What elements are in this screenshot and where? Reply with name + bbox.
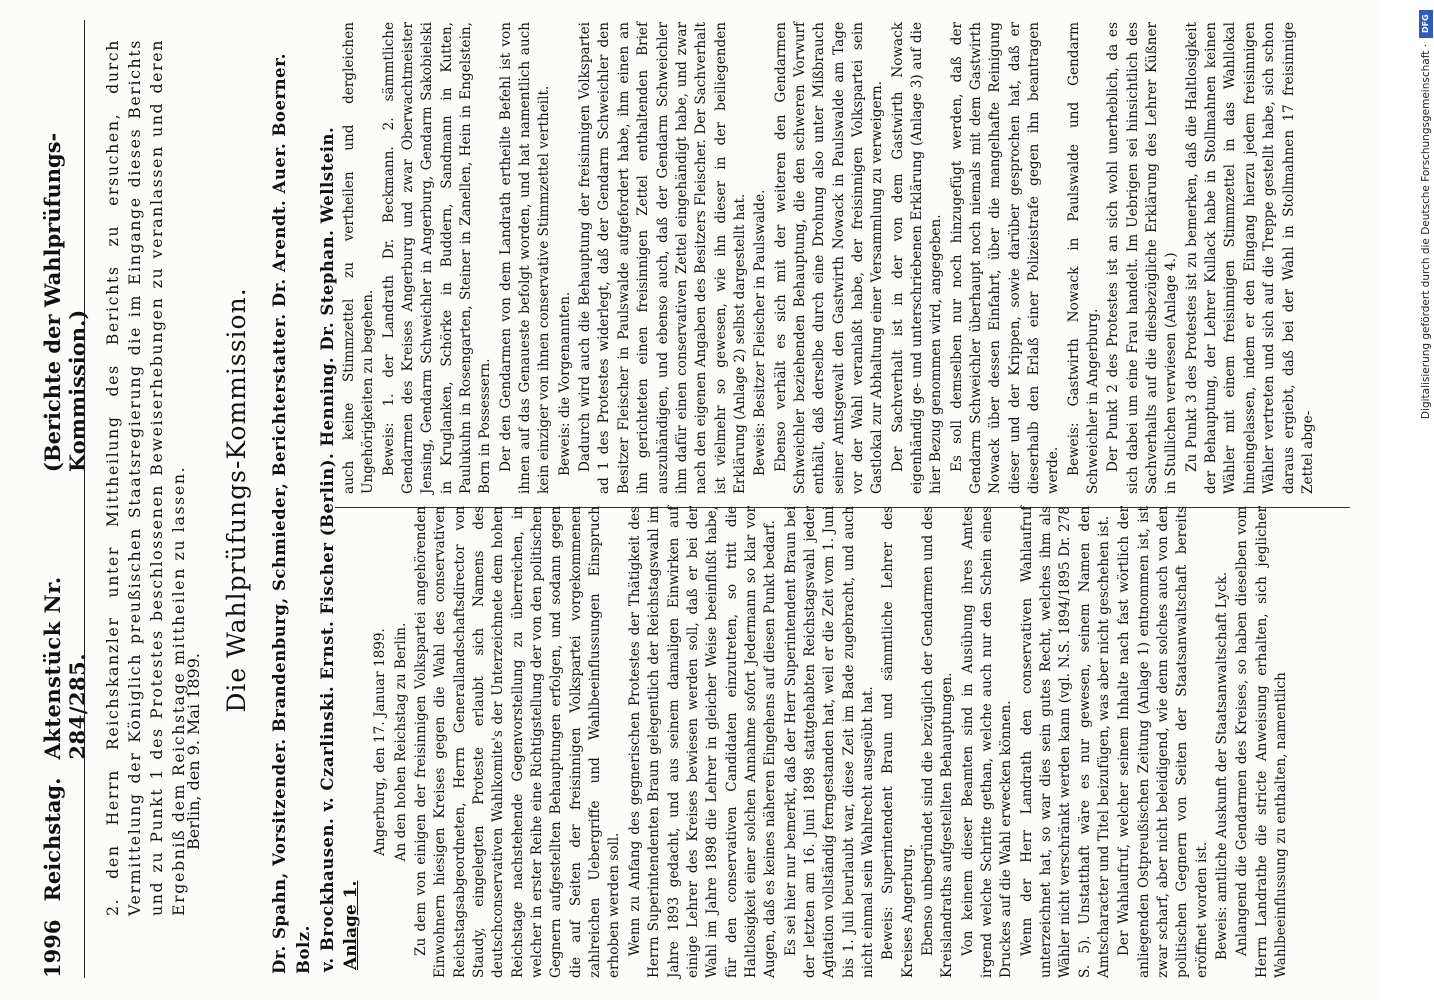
beweis-line: Beweis: die Vorgenannten. bbox=[556, 291, 573, 476]
series-title: (Berichte der Wahlprüfungs-Kommission.) bbox=[40, 132, 90, 473]
anlage-heading: Anlage 1. bbox=[341, 880, 361, 970]
paragraph: Der Sachverhalt ist in der von dem Gastwirth Nowack eigenhändig ge- und unterschriebenen Erklärung (Anlage 3) auf die hier Bezug genommen wird, angegeben. bbox=[889, 22, 945, 494]
place-date: Angerburg, den 17. Januar 1899. bbox=[372, 628, 389, 856]
paragraph: Wenn zu Anfang des gegnerischen Protestes der Thätigkeit des Herrn Superintendenten Braun gelegentlich der Reichstagswahl im Jahre 1893 gedacht, und aus seinem damaligen Einwirken auf einige Lehrer des Kreises bewiesen werden soll, daß er bei der Wahl im Jahre 1898 die Lehrer in gleicher Weise beeinflußt habe, für den conservativen Candidaten einzutreten, so tritt die Haltlosigkeit einer solchen Annahme sofort Jedermann so klar vor Augen, daß es keines näheren Eingehens auf diesen Punkt bedarf. bbox=[626, 506, 779, 978]
members-block bbox=[268, 24, 340, 974]
paragraph: Wenn der Herr Landrath den conservativen Wahlaufruf unterzeichnet hat, so war dies sein gutes Recht, welches ihm als Wähler nicht verschränkt werden kann (vgl. N.S. 1894/1895 Dr. 278 S. 5). Unstatthaft wäre es nur gewesen, seinem Namen den Amtscharacter und Titel beizufügen, was aber nicht geschehen ist. bbox=[1018, 506, 1113, 978]
salutation: An den hohen Reichstag zu Berlin. bbox=[392, 622, 409, 862]
paragraph: Zu Punkt 3 des Protestes ist zu bemerken, daß die Haltlosigkeit der Behauptung, der Lehrer Kullack habe in Stollmahnen keinen Wähler mit einem freisinnigen Stimmzettel in das Wahllokal hineingelassen, indem er den Eingang hierzu jedem freisinnigen Wähler vertreten und sich auf die Treppe gestellt habe, sich schon daraus ergiebt, daß bei der Wahl in Stollmahnen 17 freisinnige Zettel abge- bbox=[1183, 22, 1316, 494]
paragraph: Ebenso verhält es sich mit der weiteren den Gendarmen Schweichler beziehenden Behauptung, die den schweren Vorwurf enthält, daß derselbe durch eine Drohung also unter Mißbrauch seiner Amtsgewalt den Gastwirth Nowack in Paulswalde am Tage vor der Wahl veranlaßt habe, der freisinnigen Volkspartei sein Gastlokal zur Abhaltung einer Versammlung zu verweigern. bbox=[772, 22, 886, 494]
digitization-note bbox=[1418, 8, 1434, 992]
members-line-2: v. Brockhausen. v. Czarlinski. Ernst. Fischer (Berlin). Henning. Dr. Stephan. Wellstein. bbox=[318, 126, 337, 972]
members-line-1: Dr. Spahn, Vorsitzender. Brandenburg, Schmieder, Berichterstatter. Dr. Arendt. Auer. Boerner. Bolz. bbox=[270, 52, 313, 974]
paragraph: Dadurch wird auch die Behauptung der freisinnigen Volkspartei ad 1 des Protestes widerlegt, daß der Gendarm Schweichler den Besitzer Fleischer in Paulswalde aufgefordert habe, ihm einen an ihn gerichteten einen freisinnigen Zettel enthaltenden Brief auszuhändigen, und ebenso auch, daß der Gendarm Schweichler ihm dafür einen conservativen Zettel eingehändigt habe, und zwar nach den eigenen Angaben des Besitzers Fleischer. Der Sachverhalt ist vielmehr so gewesen, wie ihn dieser in der beiliegenden Erklärung (Anlage 2) selbst dargestellt hat. bbox=[577, 22, 748, 494]
date-line: Berlin, den 9. Mai 1899. bbox=[184, 653, 203, 850]
beweis-line: Beweis: amtliche Auskunft der Staatsanwaltschaft Lyck. bbox=[1214, 571, 1231, 960]
dfg-logo: DFG bbox=[1419, 10, 1433, 38]
paragraph: auch keine Stimmzettel zu vertheilen und dergleichen Ungehörigkeiten zu begehen. bbox=[341, 22, 377, 494]
paragraph: Der Punkt 2 des Protestes ist an sich wohl unerheblich, da es sich dabei um eine Frau handelt. Im Uebrigen sei hinsichtlich des Sachverhalts auf die diesbezügliche Erklärung des Lehrer Küßner in Stullichen verwiesen (Anlage 4.) bbox=[1105, 22, 1180, 494]
intro-item-text: 2. den Herrn Reichskanzler unter Mittheilung des Berichts zu ersuchen, durch Vermittelung der Königlich preußischen Staatsregierung die im Eingange dieses Berichts und zu Punkt 1 des Protestes beschlossenen Beweiserhebungen zu veranlassen und deren Ergebniß dem Reichstage mittheilen zu lassen. bbox=[103, 39, 188, 916]
beweis-line: Beweis: Besitzer Fleischer in Paulswalde. bbox=[752, 189, 769, 476]
paragraph: Der Wahlaufruf, welcher seinem Inhalte nach fast wörtlich der anliegenden Ostpreußischen Zeitung (Anlage 1) entnommen ist, ist zwar scharf, aber nicht beleidigend, wie denn solches auch von den politischen Gegnern von Seiten der Staatsanwaltschaft bereits eröffnet worden ist. bbox=[1116, 506, 1210, 978]
digitization-note-text: Digitalisierung gefördert durch die Deutsche Forschungsgemeinschaft · bbox=[1420, 44, 1432, 420]
running-title: Reichstag. bbox=[40, 777, 65, 902]
aktenstueck-title: Aktenstück Nr. 284/285. bbox=[40, 576, 90, 760]
page-number: 1996 bbox=[40, 919, 65, 978]
beweis-line: Beweis: Gastwirth Nowack in Paulswalde und Gendarm Schweichler in Angerburg. bbox=[1065, 22, 1102, 494]
paragraph: Ebenso unbegründet sind die bezüglich der Gendarmen und des Kreislandraths aufgestellten Behauptungen. bbox=[919, 506, 956, 978]
beweis-line: Beweis: Superintendent Braun und sämmtliche Lehrer des Kreises Angerburg. bbox=[880, 506, 916, 978]
beweis-line: Beweis: 1. der Landrath Dr. Beckmann. 2. sämmtliche Gendarmen des Kreises Angerburg und zwar Oberwachtmeister Jensing, Gendarm Schweichler in Angerburg, Gendarm Sakobielski in Kruglanken, Schörke in Buddern, Sandmann in Kutten, Paulukuhn in Rosengarten, Steiner in Zanellen, Hein in Engelstein, Born in Possessern. bbox=[380, 22, 494, 494]
paragraph: Anlangend die Gendarmen des Kreises, so haben dieselben vom Herrn Landrathe die stricte Anweisung erhalten, sich jeglicher Wahlbeeinflussung zu enthalten, namentlich bbox=[1234, 506, 1290, 978]
right-column bbox=[340, 22, 1319, 494]
left-column bbox=[340, 506, 1293, 978]
commission-title: Die Wahlprüfungs-Kommission. bbox=[222, 287, 251, 713]
paragraph: Es soll demselben nur noch hinzugefügt werden, daß der Gendarm Schweichler überhaupt noch niemals mit dem Gastwirth Nowack über dessen Einfahrt, über die mangelhafte Reinigung dieser und der Krippen, sowie darüber gesprochen hat, daß er dieserhalb den Erlaß einer Polizeistrafe gegen ihn beantragen werde. bbox=[948, 22, 1062, 494]
paragraph: Es sei hier nur bemerkt, daß der Herr Superintendent Braun bei der letzten am 16. Juni 1898 stattgehabten Reichstagswahl jeder Agitation vollständig ferngestanden hat, weil er die Zeit vom 1. Juni bis 1. Juli beurlaubt war, diese Zeit im Bade zugebracht, und auch nicht einmal sein Wahlrecht ausgeübt hat. bbox=[782, 506, 876, 978]
paragraph: Der den Gendarmen von dem Landrath ertheilte Befehl ist von ihnen auf das Genaueste befolgt worden, und hat namentlich auch kein einziger von ihnen conservative Stimmzettel vertheilt. bbox=[497, 22, 553, 494]
header-rule bbox=[84, 20, 85, 978]
intro-item bbox=[102, 39, 190, 974]
paragraph: Zu dem von einigen der freisinnigen Volkspartei angehörenden Einwohnern hiesigen Kreises gegen die Wahl des conservativen Reichstagsabgeordneten, Herrn Generallandschaftsdirector von Staudy, eingelegten Proteste erlaubt sich Namens des deutschconservativen Wahlkomite's der Unterzeichnete dem hohen Reichstage nachstehende Gegenvorstellung zu überreichen, in welcher in erster Reihe eine Richtigstellung der von den politischen Gegnern aufgestellten Behauptungen erfolgen, und sodann gegen die auf Seiten der freisinnigen Volkspartei vorgekommenen zahlreichen Uebergriffe und Wahlbeeinflussungen Einspruch erhoben werden soll. bbox=[413, 506, 623, 978]
page-header bbox=[40, 18, 90, 978]
paragraph: Von keinem dieser Beamten sind in Ausübung ihres Amtes irgend welche Schritte gethan, welche auch nur den Schein eines Druckes auf die Wahl erwecken können. bbox=[959, 506, 1015, 978]
